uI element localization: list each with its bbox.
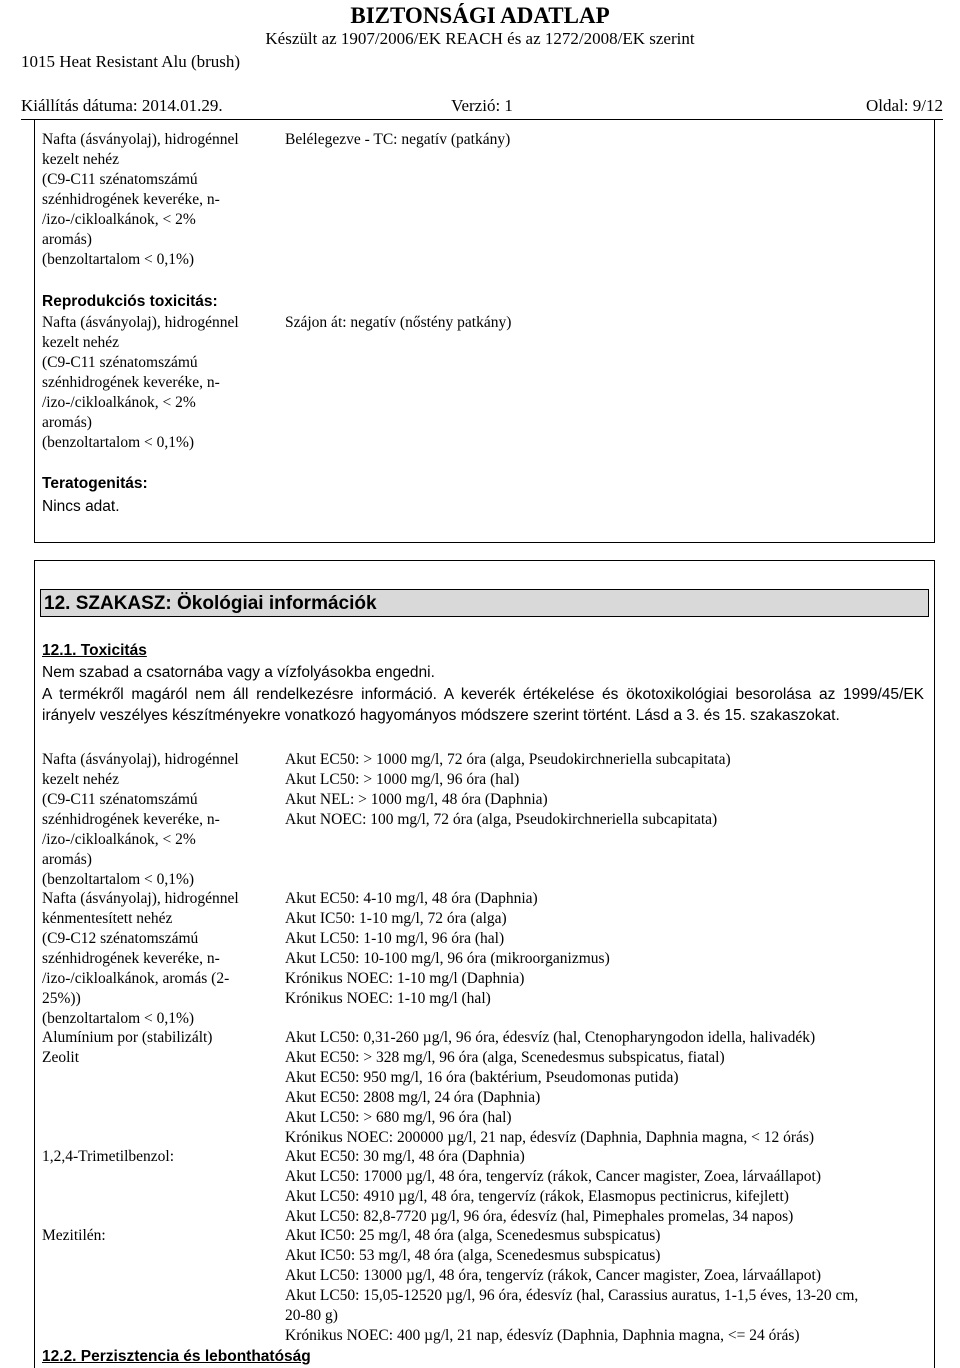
eco-values-naphtha-c9-c12: Akut EC50: 4-10 mg/l, 48 óra (Daphnia) Akut IC50: 1-10 mg/l, 72 óra (alga) Akut LC50: 1-10 mg/l, 96 óra (hal) Akut LC50: 10-100 mg/l, 96 óra (mikroorganizmus) Krónikus NOEC: 1-10 mg/l (Daphnia) Krónikus NOEC: 1-10 mg/l (hal) [285,890,610,1007]
frame-left-border [34,119,35,543]
eco-substance-aluminium-zeolite: Alumínium por (stabilizált) Zeolit [42,1029,213,1066]
document-title: BIZTONSÁGI ADATLAP [350,3,610,28]
terato-value: Nincs adat. [42,498,120,515]
subsection-12-2-title: 12.2. Perzisztencia és lebonthatóság [42,1348,311,1365]
section-12-title: 12. SZAKASZ: Ökológiai információk [40,589,929,617]
section-12-intro [42,662,924,727]
product-name: 1015 Heat Resistant Alu (brush) [21,52,241,71]
repro-value: Szájon át: negatív (nőstény patkány) [285,314,512,331]
frame-bottom-border [34,542,935,543]
frame-right-border [934,119,935,543]
page-number: Oldal: 9/12 [866,96,943,115]
subsection-12-1-title: 12.1. Toxicitás [42,642,147,659]
eco-substance-mesitylene: Mezitilén: [42,1227,106,1244]
inhalation-value: Belélegezve - TC: negatív (patkány) [285,131,511,148]
assessment-paragraph: A termékről magáról nem áll rendelkezésre információ. A keverék értékelése és ökotoxikológiai besorolása az 1999/45/EK irányelv veszélyes készítményekre vonatkozó hagyományos módszere szerint történt. Lásd a 3. és 15. szakaszokat. [42,685,924,724]
eco-substance-trimethylbenzene: 1,2,4-Trimetilbenzol: [42,1148,175,1165]
inhalation-substance: Nafta (ásványolaj), hidrogénnel kezelt nehéz (C9-C11 szénatomszámú szénhidrogének keveréke, n- /izo-/cikloalkánok, < 2% aromás) (benzoltartalom < 0,1%) [42,131,239,268]
eco-values-trimethylbenzene: Akut EC50: 30 mg/l, 48 óra (Daphnia) Akut LC50: 17000 µg/l, 48 óra, tengervíz (rákok, Cancer magister, Zoea, lárvaállapot) Akut LC50: 4910 µg/l, 48 óra, tengervíz (rákok, Elasmopus pectinicrus, kifejlett) Akut LC50: 82,8-7720 µg/l, 96 óra, édesvíz (hal, Pimephales promelas, 34 napos) [285,1148,821,1225]
eco-substance-naphtha-c9-c12: Nafta (ásványolaj), hidrogénnel kénmentesített nehéz (C9-C12 szénatomszámú szénhidrogének keveréke, n- /izo-/cikloalkánok, aromás (2- 25%)) (benzoltartalom < 0,1%) [42,890,239,1027]
document-subtitle: Készült az 1907/2006/EK REACH és az 1272/2008/EK szerint [265,29,695,48]
header-rule [21,119,943,120]
repro-heading: Reprodukciós toxicitás: [42,293,218,310]
eco-substance-naphtha-c9-c11: Nafta (ásványolaj), hidrogénnel kezelt nehéz (C9-C11 szénatomszámú szénhidrogének keveréke, n- /izo-/cikloalkánok, < 2% aromás) (benzoltartalom < 0,1%) [42,751,239,888]
issue-date: Kiállítás dátuma: 2014.01.29. [21,96,223,115]
frame-right-border [934,560,935,1368]
frame-left-border [34,560,35,1368]
eco-values-aluminium-zeolite: Akut LC50: 0,31-260 µg/l, 96 óra, édesvíz (hal, Ctenopharyngodon idella, halivadék) Akut EC50: > 328 mg/l, 96 óra (alga, Scenedesmus subspicatus, fiatal) Akut EC50: 950 mg/l, 16 óra (baktérium, Pseudomonas putida) Akut EC50: 2808 mg/l, 24 óra (Daphnia) Akut LC50: > 680 mg/l, 96 óra (hal) Krónikus NOEC: 200000 µg/l, 21 nap, édesvíz (Daphnia, Daphnia magna, < 12 órás) [285,1029,816,1146]
eco-values-naphtha-c9-c11: Akut EC50: > 1000 mg/l, 72 óra (alga, Pseudokirchneriella subcapitata) Akut LC50: > 1000 mg/l, 96 óra (hal) Akut NEL: > 1000 mg/l, 48 óra (Daphnia) Akut NOEC: 100 mg/l, 72 óra (alga, Pseudokirchneriella subcapitata) [285,751,731,828]
repro-substance: Nafta (ásványolaj), hidrogénnel kezelt nehéz (C9-C11 szénatomszámú szénhidrogének keveréke, n- /izo-/cikloalkánok, < 2% aromás) (benzoltartalom < 0,1%) [42,314,239,451]
eco-values-mesitylene: Akut IC50: 25 mg/l, 48 óra (alga, Scenedesmus subspicatus) Akut IC50: 53 mg/l, 48 óra (alga, Scenedesmus subspicatus) Akut LC50: 13000 µg/l, 48 óra, tengervíz (rákok, Cancer magister, Zoea, lárvaállapot) Akut LC50: 15,05-12520 µg/l, 96 óra, édesvíz (hal, Carassius auratus, 1-1,5 éves, 13-20 cm, 20-80 g) Krónikus NOEC: 400 µg/l, 21 nap, édesvíz (Daphnia, Daphnia magna, <= 24 órás) [285,1227,859,1344]
version-label: Verzió: 1 [451,96,513,115]
frame-top-border [34,560,935,561]
terato-heading: Teratogenitás: [42,475,148,492]
drain-warning: Nem szabad a csatornába vagy a vízfolyásokba engedni. [42,664,435,681]
